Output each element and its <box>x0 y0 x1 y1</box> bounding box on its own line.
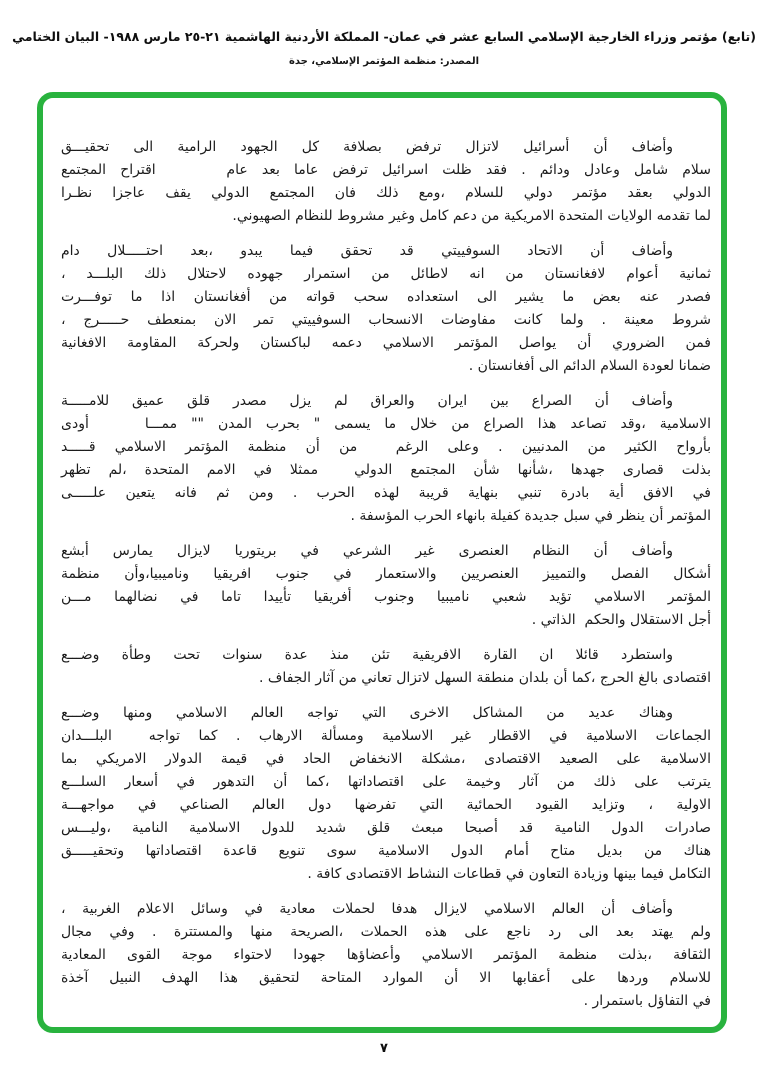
paragraph <box>61 240 711 378</box>
paragraph <box>61 898 711 1013</box>
text-line: الجماعات الاسلامية في الاقطار غير الاسلامية ومسألة الارهاب . كما تواجه البلـــدان <box>61 728 711 744</box>
text-line: الاولية ، وتزايد القيود الحمائية التي تفرضها دول العالم الصناعي في مواجهـــة <box>61 797 711 813</box>
text-line: الاسلامية ،وقد تصاعد هذا الصراع من خلال ما يسمى " بحرب المدن "" ممـــا أودى <box>61 416 711 432</box>
page-number: ٧ <box>380 1041 388 1056</box>
text-line: المؤتمر أن ينظر في سبل جديدة كفيلة بانهاء الحرب المؤسفة . <box>350 508 711 524</box>
text-line: وأضاف أن العالم الاسلامي لايزال هدفا لحملات معادية في وسائل الاعلام الغربية ، <box>61 901 673 917</box>
text-line: بأرواح الكثير من المدنيين . وعلى الرغم من أن منظمة المؤتمر الاسلامي قـــــد <box>61 439 711 455</box>
page-body <box>61 136 711 1013</box>
text-line: الاسلامية على الصعيد الاقتصادى ،مشكلة الانخفاض الحاد في قيمة الدولار الامريكي بما <box>61 751 711 767</box>
text-line: وهناك عديد من المشاكل الاخرى التي تواجه العالم الاسلامي ومنها وضـــع <box>61 705 673 721</box>
text-line: لما تقدمه الولايات المتحدة الامريكية من دعم كامل وغير مشروط للنظام الصهيوني. <box>232 208 711 224</box>
text-line: صادرات الدول النامية قد أصبحا مبعث قلق شديد للدول الاسلامية النامية ،وليـــس <box>61 820 711 836</box>
header-title: (تابع) مؤتمر وزراء الخارجية الإسلامي السابع عشر في عمان- المملكة الأردنية الهاشمية ٢١-٢٥ مارس ١٩٨٨- البيان الختامي <box>12 29 756 44</box>
text-line: بذلت قصارى جهدها ،شأنها شأن المجتمع الدولي ممثلا في الامم المتحدة ،لم تظهر <box>61 462 711 478</box>
text-line: التكامل فيما بينها وزيادة التعاون في قطاعات النشاط الاقتصادى كافة . <box>307 866 711 882</box>
paragraph <box>61 702 711 886</box>
text-line: ثمانية أعوام لافغانستان من انه لاطائل من استمرار جهوده لاحتلال ذلك البلـــد ، <box>61 266 711 282</box>
header-source: المصدر: منظمة المؤتمر الإسلامي، جدة <box>288 56 480 67</box>
text-line: اقتصادى بالغ الحرج ،كما أن بلدان منطقة السهل لاتزال تعاني من آثار الجفاف . <box>259 670 711 686</box>
text-line: للاسلام وردها على أعقابها الا أن الموارد المتاحة لتحقيق هذا الهدف النبيل آخذة <box>61 970 711 986</box>
text-line: وأضاف أن الاتحاد السوفييتي قد تحقق فيما يبدو ،بعد احتـــــلال دام <box>61 243 673 259</box>
paragraph <box>61 540 711 632</box>
text-line: المؤتمر الاسلامي تؤيد شعبي ناميبيا وجنوب أفريقيا تأييدا تاما في نضالهما مـــن <box>61 589 711 605</box>
text-line: فصدر عنه بعض ما يشير الى استعداده سحب قواته من أفغانستان اذا ما توفـــرت <box>61 289 711 305</box>
text-line: وأضاف أن الصراع بين ايران والعراق لم يزل مصدر قلق عميق للامـــــة <box>61 393 673 409</box>
text-line: واستطرد قائلا ان القارة الافريقية تئن منذ عدة سنوات تحت وطأة وضـــع <box>61 647 673 663</box>
text-line: أشكال الفصل والتمييز العنصريين والاستعمار في جنوب افريقيا وناميبيا،وأن منظمة <box>61 566 711 582</box>
text-line: في التفاؤل باستمرار . <box>583 993 711 1009</box>
text-line: وأضاف أن أسرائيل لاتزال ترفض بصلافة كل الجهود الرامية الى تحقيـــق <box>61 139 673 155</box>
text-line: الثقافة ،بذلت منظمة المؤتمر الاسلامي وأعضاؤها جهودا لاحتواء موجة القوى المعادية <box>61 947 711 963</box>
document-frame <box>37 92 727 1033</box>
paragraph <box>61 390 711 528</box>
text-line: في الافق أية بادرة تنبي بنهاية قريبة لهذه الحرب . ومن ثم فانه يتعين علـــــى <box>61 485 711 501</box>
text-line: هناك من بديل متاح أمام الدول الاسلامية سوى تنويع قاعدة اقتصاداتها وتحقيـــــق <box>61 843 711 859</box>
paragraph <box>61 136 711 228</box>
text-line: الدولي بعقد مؤتمر دولي للسلام ،ومع ذلك فان المجتمع الدولي يقف عاجزا نظـرا <box>61 185 711 201</box>
text-line: ضمانا لعودة السلام الدائم الى أفغانستان . <box>468 358 711 374</box>
text-line: وأضاف أن النظام العنصرى غير الشرعي في بريتوريا لايزال يمارس أبشع <box>61 543 673 559</box>
text-line: يترتب على ذلك من آثار وخيمة على اقتصاداتها ،كما أن التدهور في أسعار السلـــع <box>61 774 711 790</box>
text-line: ولم يهتد بعد الى رد ناجع على هذه الحملات ،الصريحة منها والمستترة . وفي مجال <box>61 924 711 940</box>
text-line: أجل الاستقلال والحكم الذاتي . <box>531 612 711 628</box>
paragraph <box>61 644 711 690</box>
text-line: سلام شامل وعادل ودائم . فقد ظلت اسرائيل ترفض عاما بعد عام اقتراح المجتمع <box>61 162 711 178</box>
text-line: شروط معينة . ولما كانت مفاوضات الانسحاب السوفييتي تمر الان بمنعطف حـــــرج ، <box>61 312 711 328</box>
text-line: فمن الضروري أن يواصل المؤتمر الاسلامي دعمه لباكستان ولحركة المقاومة الافغانية <box>61 335 711 351</box>
